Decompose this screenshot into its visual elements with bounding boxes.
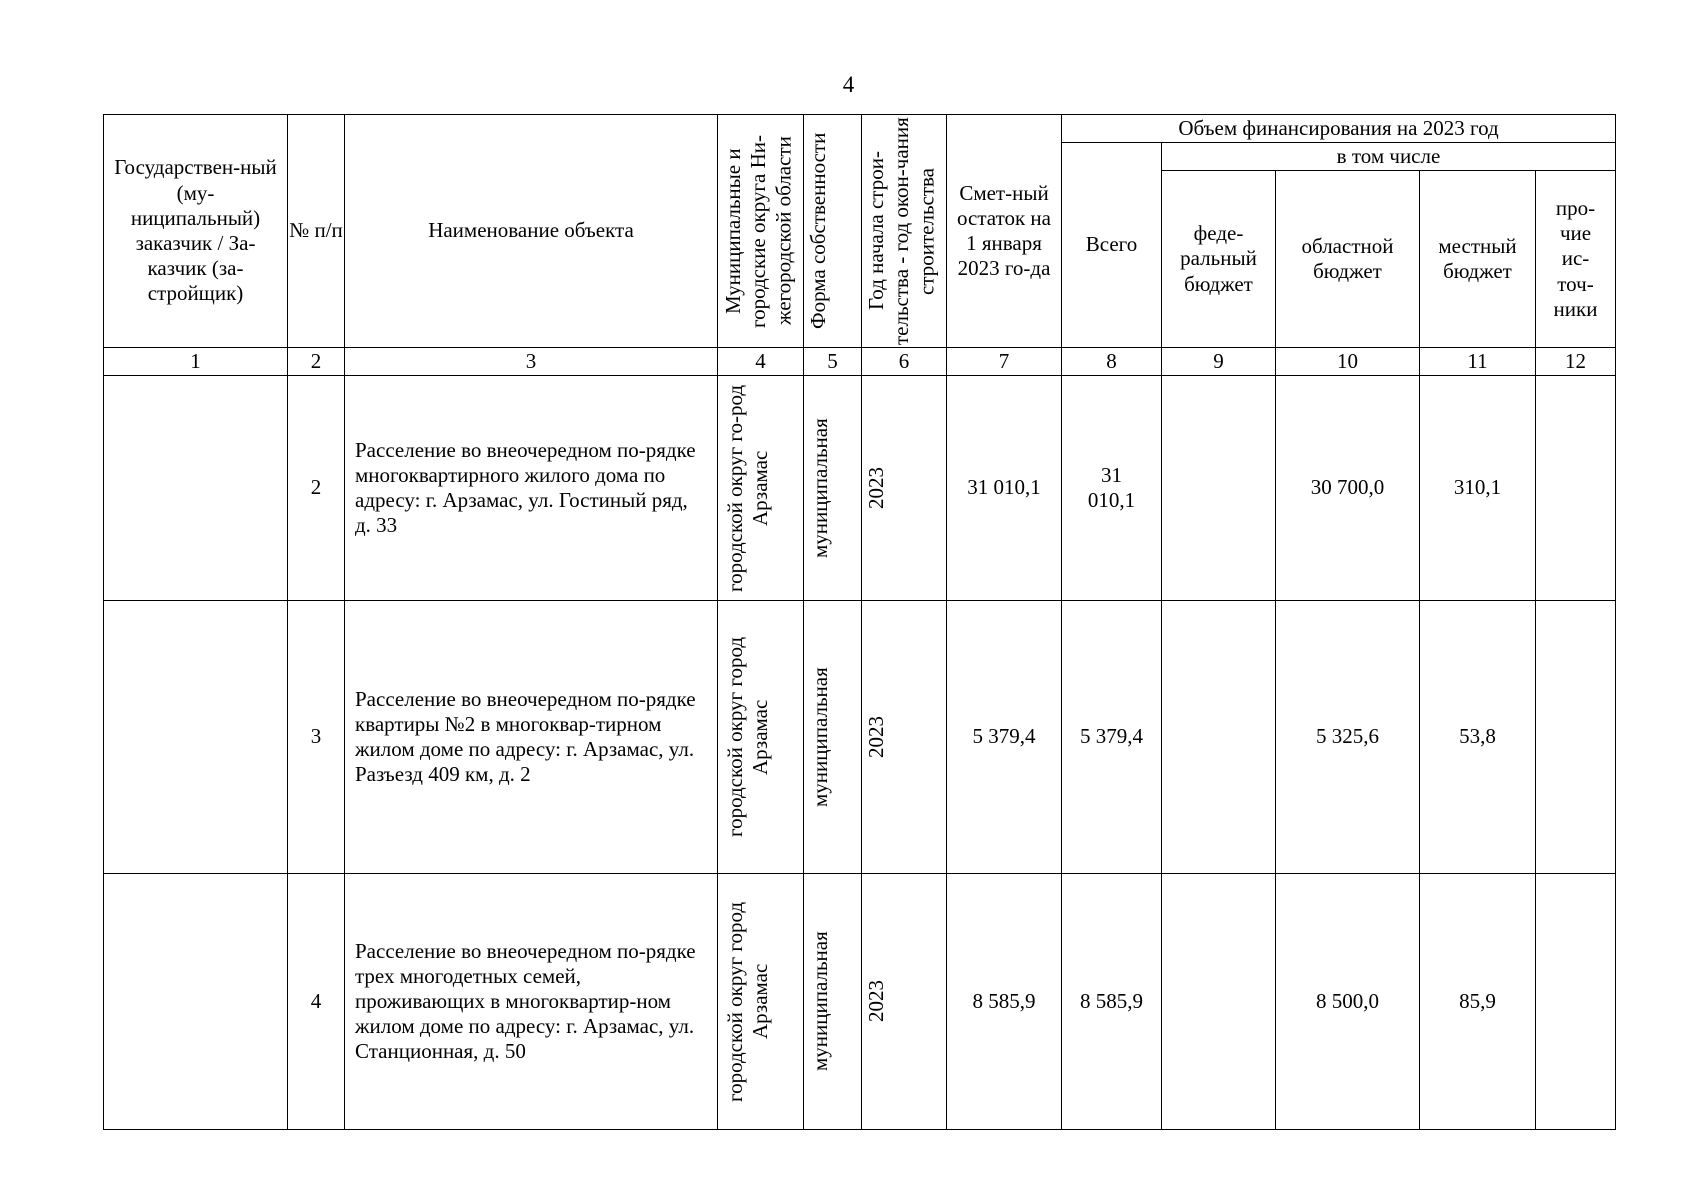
row-other — [1536, 601, 1616, 874]
row-federal — [1162, 376, 1276, 601]
header-customer: Государствен-ный (му-ниципальный) заказчик / За-казчик (за-стройщик) — [104, 115, 288, 348]
financing-table — [103, 114, 1616, 1130]
row-regional: 8 500,0 — [1276, 874, 1420, 1130]
row-federal — [1162, 601, 1276, 874]
column-number: 8 — [1062, 348, 1162, 376]
header-regional: областной бюджет — [1276, 171, 1420, 348]
header-number: № п/п — [288, 115, 345, 348]
row-ownership: муниципальная — [804, 601, 862, 874]
column-number: 7 — [947, 348, 1062, 376]
row-years: 2023 — [862, 601, 947, 874]
row-local: 85,9 — [1420, 874, 1536, 1130]
row-estimated-balance: 8 585,9 — [947, 874, 1062, 1130]
row-years: 2023 — [862, 874, 947, 1130]
column-number: 2 — [288, 348, 345, 376]
header-including: в том числе — [1162, 143, 1616, 171]
row-total: 31 010,1 — [1062, 376, 1162, 601]
row-other — [1536, 376, 1616, 601]
row-ownership: муниципальная — [804, 874, 862, 1130]
column-number: 6 — [862, 348, 947, 376]
table-row — [104, 874, 1616, 1130]
column-number: 12 — [1536, 348, 1616, 376]
row-local: 53,8 — [1420, 601, 1536, 874]
row-estimated-balance: 31 010,1 — [947, 376, 1062, 601]
row-federal — [1162, 874, 1276, 1130]
row-municipality: городской округ город Арзамас — [718, 874, 804, 1130]
row-total: 5 379,4 — [1062, 601, 1162, 874]
row-regional: 30 700,0 — [1276, 376, 1420, 601]
page-number: 4 — [842, 72, 855, 97]
row-object-name: Расселение во внеочередном по-рядке многоквартирного жилого дома по адресу: г. Арзамас, ул. Гостиный ряд, д. 33 — [345, 376, 718, 601]
row-municipality: городской округ го-род Арзамас — [718, 376, 804, 601]
table-row — [104, 376, 1616, 601]
row-customer — [104, 601, 288, 874]
header-years: Год начала строи-тельства - год окон-чания строительства — [862, 115, 947, 348]
row-number: 2 — [288, 376, 345, 601]
row-municipality: городской округ город Арзамас — [718, 601, 804, 874]
header-object-name: Наименование объекта — [345, 115, 718, 348]
header-funding-volume: Объем финансирования на 2023 год — [1062, 115, 1616, 143]
column-number-row — [104, 348, 1616, 376]
row-total: 8 585,9 — [1062, 874, 1162, 1130]
row-number: 3 — [288, 601, 345, 874]
row-customer — [104, 376, 288, 601]
row-regional: 5 325,6 — [1276, 601, 1420, 874]
header-municipality: Муниципальные и городские округа Ни-жегородской области — [718, 115, 804, 348]
row-object-name: Расселение во внеочередном по-рядке трех многодетных семей, проживающих в многоквартир-ном жилом доме по адресу: г. Арзамас, ул. Станционная, д. 50 — [345, 874, 718, 1130]
header-federal: феде-ральный бюджет — [1162, 171, 1276, 348]
header-estimated-balance: Смет-ный остаток на 1 января 2023 го-да — [947, 115, 1062, 348]
row-other — [1536, 874, 1616, 1130]
column-number: 10 — [1276, 348, 1420, 376]
column-number: 4 — [718, 348, 804, 376]
column-number: 1 — [104, 348, 288, 376]
column-number: 5 — [804, 348, 862, 376]
header-local: местный бюджет — [1420, 171, 1536, 348]
row-object-name: Расселение во внеочередном по-рядке квартиры №2 в многоквар-тирном жилом доме по адресу: г. Арзамас, ул. Разъезд 409 км, д. 2 — [345, 601, 718, 874]
row-number: 4 — [288, 874, 345, 1130]
header-total: Всего — [1062, 143, 1162, 348]
column-number: 3 — [345, 348, 718, 376]
column-number: 9 — [1162, 348, 1276, 376]
header-other: про-чие ис-точ-ники — [1536, 171, 1616, 348]
row-local: 310,1 — [1420, 376, 1536, 601]
row-estimated-balance: 5 379,4 — [947, 601, 1062, 874]
row-customer — [104, 874, 288, 1130]
table-row — [104, 601, 1616, 874]
row-ownership: муниципальная — [804, 376, 862, 601]
header-ownership: Форма собственности — [804, 115, 862, 348]
row-years: 2023 — [862, 376, 947, 601]
column-number: 11 — [1420, 348, 1536, 376]
